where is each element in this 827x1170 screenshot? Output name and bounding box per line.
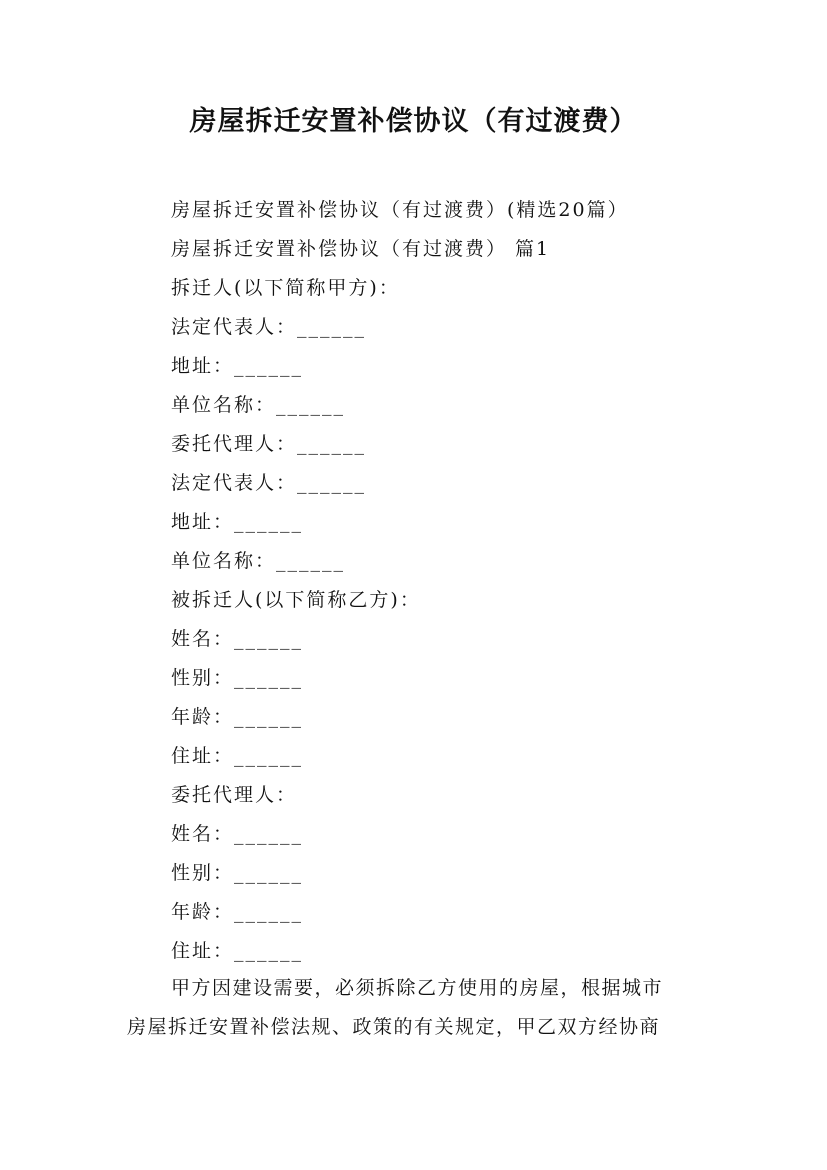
party-b-address: 住址：______ — [171, 745, 304, 767]
agent-gender: 性别：______ — [171, 862, 304, 884]
party-b-gender: 性别：______ — [171, 667, 304, 689]
document-title: 房屋拆迁安置补偿协议（有过渡费） — [189, 106, 638, 137]
party-a-unit-name-2: 单位名称：______ — [171, 550, 346, 572]
party-b-heading: 被拆迁人(以下简称乙方)： — [171, 589, 421, 611]
section-heading: 房屋拆迁安置补偿协议（有过渡费） 篇1 — [171, 238, 551, 260]
document-lines — [171, 191, 731, 971]
body-paragraph-line-1: 甲方因建设需要，必须拆除乙方使用的房屋，根据城市 — [171, 977, 664, 999]
party-b-name: 姓名：______ — [171, 628, 304, 650]
party-a-address: 地址：______ — [171, 355, 304, 377]
party-a-unit-name: 单位名称：______ — [171, 394, 346, 416]
party-b-agent-heading: 委托代理人： — [171, 784, 298, 806]
body-paragraph — [127, 969, 702, 1047]
party-a-legal-rep-2: 法定代表人：______ — [171, 472, 367, 494]
agent-age: 年龄：______ — [171, 901, 304, 923]
subtitle-line: 房屋拆迁安置补偿协议（有过渡费）(精选20篇） — [171, 199, 629, 221]
party-a-legal-rep: 法定代表人：______ — [171, 316, 367, 338]
agent-name: 姓名：______ — [171, 823, 304, 845]
agent-address: 住址：______ — [171, 940, 304, 962]
party-b-age: 年龄：______ — [171, 706, 304, 728]
party-a-heading: 拆迁人(以下简称甲方)： — [171, 277, 400, 299]
body-paragraph-line-2: 房屋拆迁安置补偿法规、政策的有关规定，甲乙双方经协商 — [127, 1016, 661, 1038]
party-a-agent: 委托代理人：______ — [171, 433, 367, 455]
party-a-address-2: 地址：______ — [171, 511, 304, 533]
